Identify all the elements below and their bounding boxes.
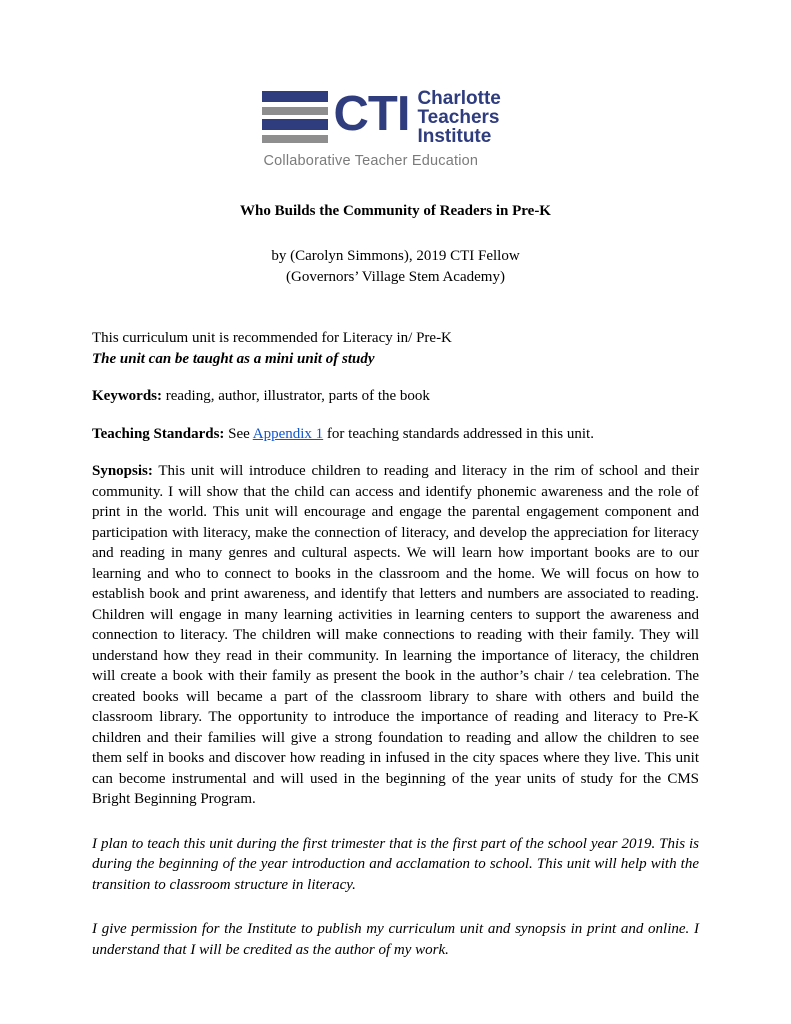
- keywords-label: Keywords:: [92, 388, 162, 404]
- logo-word-line-3: Institute: [417, 126, 492, 147]
- teaching-standards-paragraph: [92, 424, 699, 445]
- keywords-value: reading, author, illustrator, parts of the book: [162, 388, 430, 404]
- teaching-standards-pre: See: [224, 425, 253, 442]
- logo-group: [262, 88, 530, 169]
- cti-logo: [92, 88, 699, 169]
- synopsis-label: Synopsis:: [92, 463, 153, 479]
- recommendation-line-2: The unit can be taught as a mini unit of study: [92, 350, 375, 367]
- synopsis-paragraph: [92, 461, 699, 810]
- document-body: [92, 328, 699, 960]
- teaching-standards-post: for teaching standards addressed in this unit.: [323, 425, 594, 442]
- byline-school: (Governors’ Village Stem Academy): [286, 269, 505, 285]
- permission-paragraph: I give permission for the Institute to publish my curriculum unit and synopsis in print and online. I understand that I will be credited as the author of my work.: [92, 921, 699, 958]
- keywords-paragraph: [92, 386, 699, 407]
- logo-word-line-1: Charlotte: [417, 88, 501, 109]
- byline: [92, 246, 699, 288]
- teaching-standards-label: Teaching Standards:: [92, 425, 225, 442]
- logo-top-row: [262, 88, 501, 146]
- logo-wordmark: [417, 89, 500, 146]
- logo-bars-icon: [262, 91, 328, 143]
- appendix-1-link[interactable]: Appendix 1: [252, 425, 324, 442]
- teaching-plan-paragraph: I plan to teach this unit during the first trimester that is the first part of the school year 2019. This is during the beginning of the year introduction and acclamation to school. This unit will help with the transition to classroom structure in literacy.: [92, 835, 699, 893]
- byline-author: by (Carolyn Simmons), 2019 CTI Fellow: [271, 248, 520, 264]
- synopsis-text: This unit will introduce children to reading and literacy in the rim of school and their community. I will show that the child can access and identify phonemic awareness and the role of print in the world. This unit will encourage and engage the parental engagement component and participation with literacy, make the connection of literacy, and develop the appreciation for literacy and reading in many genres and cultural aspects. We will learn how important books are to our learning and who to connect to books in the classroom and the home. We will focus on how to establish book and print awareness, and identify that letters and numbers are associated to reading. Children will engage in many learning activities in learning centers to support the awareness and connection to literacy. The children will make connections to reading with their family. They will understand how they read in their community. In learning the importance of literacy, the children will create a book with their family as present the book in the author’s chair / tea celebration. The created books will became a part of the classroom library to share with others and build the classroom library. The opportunity to introduce the importance of reading and literacy to Pre-K children and their families will give a strong foundation to reading and allow the children to see them self in books and discover how reading in infused in the city spaces where they live. This unit can become instrumental and will used in the beginning of the year units of study for the CMS Bright Beginning Program.: [92, 463, 699, 807]
- logo-monogram: CTI: [333, 87, 410, 141]
- page-title: Who Builds the Community of Readers in Pre-K: [240, 203, 551, 219]
- recommendation-paragraph: [92, 328, 699, 369]
- recommendation-line-1: This curriculum unit is recommended for Literacy in/ Pre-K: [92, 330, 452, 346]
- logo-tagline: Collaborative Teacher Education: [263, 153, 479, 169]
- logo-word-line-2: Teachers: [417, 107, 500, 128]
